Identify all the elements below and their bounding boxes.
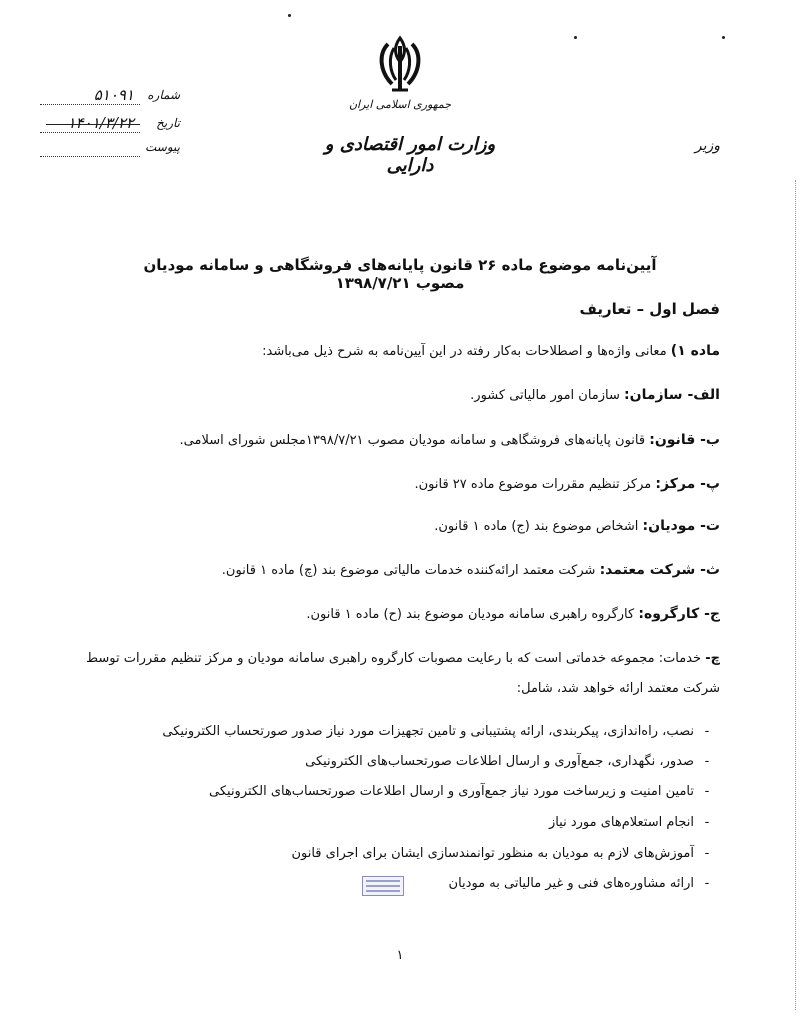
definition-text: قانون پایانه‌های فروشگاهی و سامانه مودیان مصوب ۱۳۹۸/۷/۲۱مجلس شورای اسلامی. [179,433,646,448]
list-item-text: تامین امنیت و زیرساخت مورد نیاز جمع‌آوری و ارسال اطلاعات صورتحساب‌های الکترونیکی [209,784,694,799]
bullet-dash: - [704,876,710,891]
strike-line [46,124,140,125]
bullet-dash: - [704,846,710,861]
definition-text: شرکت معتمد ارائه‌کننده خدمات مالیاتی موضوع بند (چ) ماده ۱ قانون. [221,563,596,578]
definition-item [414,476,720,492]
bullet-dash: - [704,754,710,769]
definition-term: ب- قانون: [649,432,720,448]
definition-text: سازمان امور مالیاتی کشور. [470,388,620,403]
registration-stamp [362,876,404,896]
article-1 [262,343,720,359]
definition-item [434,518,720,534]
definition-term: ج- کارگروه: [638,606,720,622]
bullet-dash: - [704,724,710,739]
definition-term: الف- سازمان: [624,387,720,403]
scan-speck [574,36,577,39]
minister-label: وزیر [694,138,720,154]
iran-emblem-icon [368,32,432,96]
letter-date-row [40,116,180,138]
list-item-text: آموزش‌های لازم به مودیان به منظور توانمندسازی ایشان برای اجرای قانون [291,846,694,861]
definition-term: چ- [705,651,720,666]
letter-date-value: ۱۴۰۱/۳/۲۲ [67,114,134,132]
letter-number-label: شماره [147,88,180,102]
letter-attachment-row [40,140,180,162]
scan-edge [795,180,798,1010]
definition-text: مرکز تنظیم مقررات موضوع ماده ۲۷ قانون. [414,477,652,492]
chapter-heading: فصل اول – تعاریف [579,300,720,318]
list-item-text: انجام استعلام‌های مورد نیاز [548,815,694,830]
definition-text: خدمات: مجموعه خدماتی است که با رعایت مصوبات کارگروه راهبری سامانه مودیان و مرکز تنظیم مقررات توسط شرکت معتمد ارائه خواهد شد، شامل: [86,651,720,696]
list-item [80,754,720,769]
ministry-name: وزارت امور اقتصادی و دارایی [324,134,496,176]
emblem-caption: جمهوری اسلامی ایران [348,98,452,111]
dotted-line [40,104,140,105]
definition-text: کارگروه راهبری سامانه مودیان موضوع بند (ح) ماده ۱ قانون. [306,607,635,622]
list-item-text: صدور، نگهداری، جمع‌آوری و ارسال اطلاعات صورتحساب‌های الکترونیکی [305,754,694,769]
bullet-dash: - [704,784,710,799]
dotted-line [40,156,140,157]
definition-term: ت- مودیان: [642,518,720,534]
article-1-label: ماده ۱) [670,343,720,359]
definition-item [180,432,720,448]
definition-term: پ- مرکز: [655,476,720,492]
letter-attachment-label: پیوست [145,140,180,154]
page-number: ۱ [396,948,404,963]
regulation-title: آیین‌نامه موضوع ماده ۲۶ قانون پایانه‌های فروشگاهی و سامانه مودیان مصوب ۱۳۹۸/۷/۲۱ [143,256,657,292]
definition-item [470,387,720,403]
list-item-text: ارائه مشاوره‌های فنی و غیر مالیاتی به مودیان [448,876,694,891]
services-definition [80,644,720,704]
list-item-text: نصب، راه‌اندازی، پیکربندی، ارائه پشتیبانی و تامین تجهیزات مورد نیاز صدور صورتحساب الکترونیکی [162,724,694,739]
scan-speck [722,36,725,39]
letter-number-value: ۵۱۰۹۱ [93,86,134,104]
list-item [80,724,720,739]
letter-number-row [40,88,180,110]
definition-text: اشخاص موضوع بند (ج) ماده ۱ قانون. [434,519,639,534]
scan-speck [288,14,291,17]
list-item [80,815,720,830]
dotted-line [40,132,140,133]
article-1-text: معانی واژه‌ها و اصطلاحات به‌کار رفته در این آیین‌نامه به شرح ذیل می‌باشد: [262,344,667,359]
definition-item [222,562,720,578]
letter-date-label: تاریخ [156,116,180,130]
definition-item [306,606,720,622]
list-item [80,846,720,861]
bullet-dash: - [704,815,710,830]
definition-term: ث- شرکت معتمد: [599,562,720,578]
list-item [80,784,720,799]
